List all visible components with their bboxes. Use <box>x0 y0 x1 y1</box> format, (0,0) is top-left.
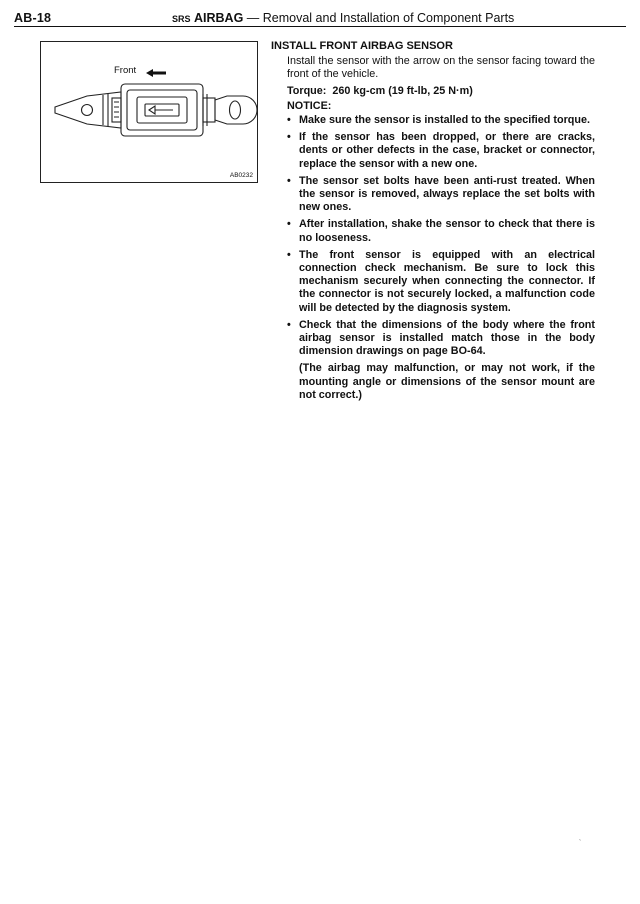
front-direction-arrow-icon <box>145 68 167 78</box>
notice-item: • Make sure the sensor is installed to the specified torque. <box>287 114 595 127</box>
torque-value: 260 kg-cm (19 ft-lb, 25 N·m) <box>332 84 473 97</box>
torque-label: Torque: <box>287 84 327 97</box>
section-heading: INSTALL FRONT AIRBAG SENSOR <box>271 40 453 52</box>
front-label: Front <box>114 65 137 76</box>
page-number: AB-18 <box>14 11 52 25</box>
airbag-sensor-illustration <box>41 42 259 184</box>
srs-label: SRS <box>172 14 191 24</box>
notice-item: • The sensor set bolts have been anti-rust treated. When the sensor is removed, always replace the set bolts with new ones. <box>287 175 595 215</box>
malfunction-note: (The airbag may malfunction, or may not work, if the mounting angle or dimensions of the sensor mount are not correct.) <box>299 362 595 401</box>
notice-list <box>287 114 595 358</box>
figure-code: AB0232 <box>229 172 253 179</box>
stray-mark: ˎ <box>579 834 582 841</box>
intro-text: Install the sensor with the arrow on the sensor facing toward the front of the vehicle. <box>287 55 595 81</box>
torque-spec <box>287 85 595 98</box>
title-dash: — <box>243 11 263 25</box>
running-title <box>172 11 514 25</box>
notice-item: • Check that the dimensions of the body where the front airbag sensor is installed match those in the body dimension drawings on page BO-64. <box>287 319 595 359</box>
notice-item: • If the sensor has been dropped, or there are cracks, dents or other defects in the case, bracket or connector, replace the sensor with a new one. <box>287 131 595 171</box>
sensor-figure <box>40 41 258 183</box>
airbag-label: AIRBAG <box>194 11 244 25</box>
notice-item: • The front sensor is equipped with an electrical connection check mechanism. Be sure to lock this mechanism securely when connecting the connector. If the connector is not securely locked, a malfunction code will be detected by the diagnosis system. <box>287 249 595 315</box>
page-header <box>14 8 626 27</box>
section-title: Removal and Installation of Component Parts <box>262 11 515 25</box>
instructions <box>271 40 595 402</box>
notice-item: • After installation, shake the sensor to check that there is no looseness. <box>287 218 595 244</box>
notice-heading: NOTICE: <box>287 99 332 112</box>
